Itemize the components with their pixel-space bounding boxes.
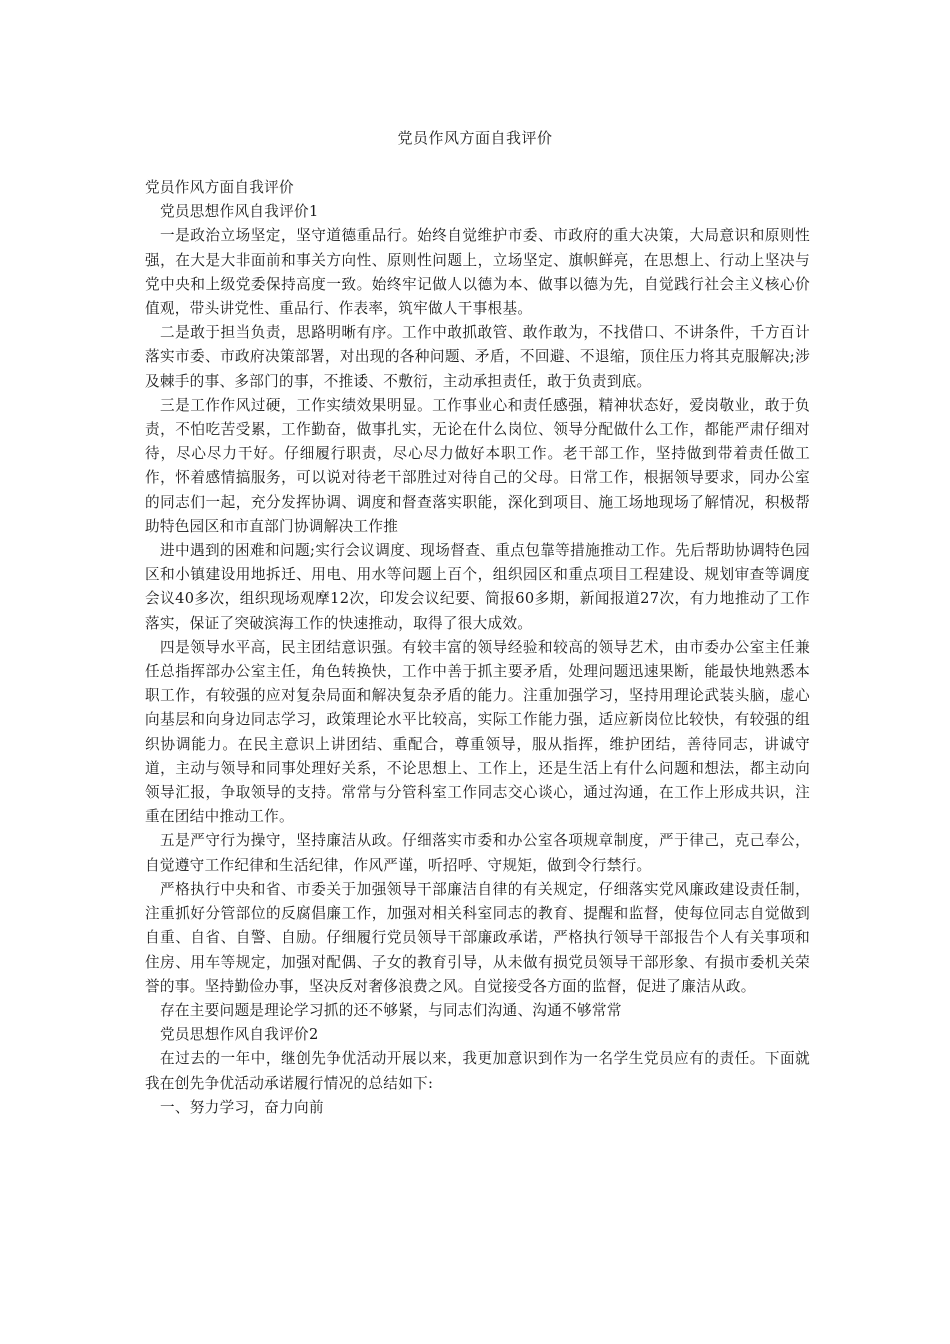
body-paragraph: 严格执行中央和省、市委关于加强领导干部廉洁自律的有关规定，仔细落实党风廉政建设责任制，注重抓好分管部位的反腐倡廉工作，加强对相关科室同志的教育、提醒和监督，使每位同志自觉做到自重、自省、自警、自励。仔细履行党员领导干部廉政承诺，严格执行领导干部报告个人有关事项和住房、用车等规定，加强对配偶、子女的教育引导，从未做有损党员领导干部形象、有损市委机关荣誉的事。坚持勤俭办事，坚决反对奢侈浪费之风。自觉接受各方面的监督，促进了廉洁从政。 <box>145 880 810 995</box>
body-paragraph: 二是敢于担当负责，思路明晰有序。工作中敢抓敢管、敢作敢为，不找借口、不讲条件，千方百计落实市委、市政府决策部署，对出现的各种问题、矛盾，不回避、不退缩，顶住压力将其克服解决;涉及棘手的事、多部门的事，不推诿、不敷衍，主动承担责任，敢于负责到底。 <box>145 324 810 390</box>
body-paragraph: 在过去的一年中，继创先争优活动开展以来，我更加意识到作为一名学生党员应有的责任。下面就我在创先争优活动承诺履行情况的总结如下: <box>145 1050 810 1092</box>
document-title: 党员作风方面自我评价 <box>397 129 553 147</box>
body-paragraph: 进中遇到的困难和问题;实行会议调度、现场督查、重点包靠等措施推动工作。先后帮助协调特色园区和小镇建设用地拆迁、用电、用水等问题上百个，组织园区和重点项目工程建设、规划审查等调度会议40多次，组织现场观摩12次，印发会议纪要、简报60多期，新闻报道27次，有力地推动了工作落实，保证了突破滨海工作的快速推动，取得了很大成效。 <box>145 542 810 632</box>
body-paragraph: 党员作风方面自我评价 <box>145 179 294 196</box>
document-body <box>145 176 810 1120</box>
body-paragraph: 一是政治立场坚定，坚守道德重品行。始终自觉维护市委、市政府的重大决策，大局意识和原则性强，在大是大非面前和事关方向性、原则性问题上，立场坚定、旗帜鲜亮，在思想上、行动上坚决与党中央和上级党委保持高度一致。始终牢记做人以德为本、做事以德为先，自觉践行社会主义核心价值观，带头讲党性、重品行、作表率，筑牢做人干事根基。 <box>145 227 810 318</box>
body-paragraph: 存在主要问题是理论学习抓的还不够紧，与同志们沟通、沟通不够常常 <box>160 1001 622 1019</box>
body-paragraph: 四是领导水平高，民主团结意识强。有较丰富的领导经验和较高的领导艺术，由市委办公室主任兼任总指挥部办公室主任，角色转换快，工作中善于抓主要矛盾，处理问题迅速果断，能最快地熟悉本职工作，有较强的应对复杂局面和解决复杂矛盾的能力。注重加强学习，坚持用理论武装头脑，虚心向基层和向身边同志学习，政策理论水平比较高，实际工作能力强，适应新岗位比较快，有较强的组织协调能力。在民主意识上讲团结、重配合，尊重领导，服从指挥，维护团结，善待同志，讲诚守道，主动与领导和同事处理好关系，不论思想上、工作上，还是生活上有什么问题和想法，都主动向领导汇报，争取领导的支持。常常与分管科室工作同志交心谈心，通过沟通，在工作上形成共识，注重在团结中推动工作。 <box>145 638 810 826</box>
body-paragraph: 三是工作作风过硬，工作实绩效果明显。工作事业心和责任感强，精神状态好，爱岗敬业，敢于负责，不怕吃苦受累，工作勤奋，做事扎实，无论在什么岗位、领导分配做什么工作，都能严肃仔细对待，尽心尽力干好。仔细履行职责，尽心尽力做好本职工作。老干部工作，坚持做到带着责任做工作，怀着感情搞服务，可以说对待老干部胜过对待自己的父母。日常工作，根据领导要求，同办公室的同志们一起，充分发挥协调、调度和督查落实职能，深化到项目、施工场地现场了解情况，积极帮助特色园区和市直部门协调解决工作推 <box>145 396 810 535</box>
body-paragraph: 一、努力学习，奋力向前 <box>160 1098 324 1116</box>
body-paragraph: 党员思想作风自我评价1 <box>160 203 319 221</box>
body-paragraph: 党员思想作风自我评价2 <box>160 1026 319 1044</box>
body-paragraph: 五是严守行为操守，坚持廉洁从政。仔细落实市委和办公室各项规章制度，严于律己，克己奉公，自觉遵守工作纪律和生活纪律，作风严谨，听招呼、守规矩，做到令行禁行。 <box>145 832 810 874</box>
